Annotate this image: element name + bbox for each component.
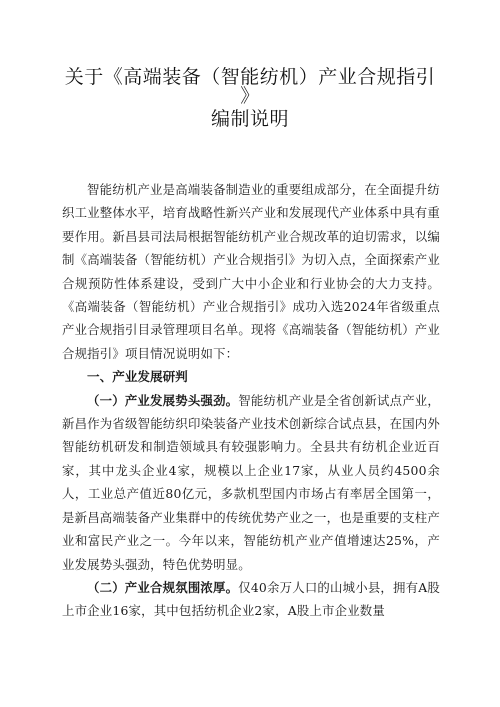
intro-paragraph: 智能纺机产业是高端装备制造业的重要组成部分，在全面提升纺织工业整体水平，培育战略性新兴产业和发展现代产业体系中具有重要作用。新昌县司法局根据智能纺机产业合规改革的迫切需求，以编制《高端装备（智能纺机）产业合规指引》为切入点，全面探索产业合规预防性体系建设，受到广大中小企业和行业协会的大力支持。《高端装备（智能纺机）产业合规指引》成功入选2024年省级重点产业合规指引目录管理项目名单。现将《高端装备（智能纺机）产业合规指引》项目情况说明如下： — [62, 182, 440, 361]
subsection-2-text: 仅40余万人口的山城小县，拥有A股上市企业16家，其中包括纺机企业2家，A股上市企业数量 — [62, 579, 440, 619]
document-body — [62, 178, 440, 623]
subsection-1-paragraph — [62, 389, 440, 576]
subsection-2-label: （二）产业合规氛围浓厚。 — [87, 579, 239, 595]
section-1-heading: 一、产业发展研判 — [87, 369, 188, 385]
subsection-1-text: 智能纺机产业是全省创新试点产业，新昌作为省级智能纺织印染装备产业技术创新综合试点县，在国内外智能纺机研发和制造领域具有较强影响力。全县共有纺机企业近百家，其中龙头企业4家，规模以上企业17家，从业人员约4500余人，工业总产值近80亿元，多款机型国内市场占有率居全国第一，是新昌高端装备产业集群中的传统优势产业之一，也是重要的支柱产业和富民产业之一。今年以来，智能纺机产业产值增速达25%，产业发展势头强劲，特色优势明显。 — [62, 392, 440, 572]
document-title-line-2: 》 — [240, 85, 260, 107]
document-title-line-1: 关于《高端装备（智能纺机）产业合规指引 — [64, 66, 436, 88]
document-title-line-3: 编制说明 — [210, 108, 289, 130]
subsection-2-paragraph — [62, 576, 440, 623]
subsection-1-label: （一）产业发展势头强劲。 — [87, 392, 239, 408]
